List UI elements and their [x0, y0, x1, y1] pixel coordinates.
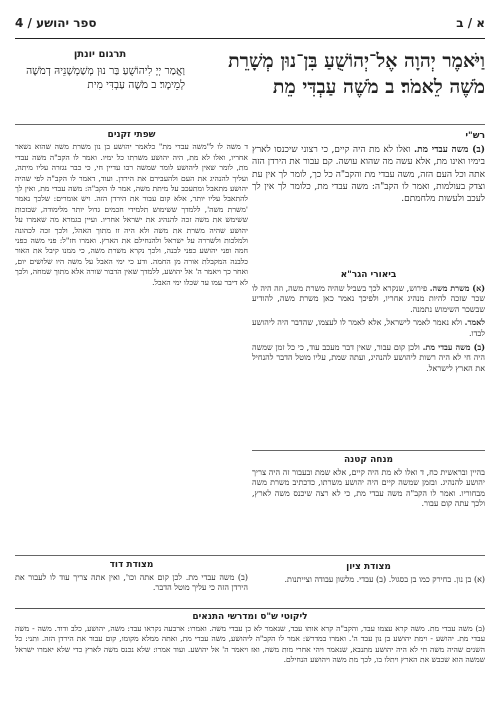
bar-text-1: פירוש, שנקרא לכך בשביל שהיה משרת משה, וזה היה לו שכר שזכה להיות מנהיג אחריו, ולפיכך נאמר כאן משרת משה, להודיע שבשכר השימוש נתמנה. [252, 283, 485, 314]
bar-heading-2: לאמר. [464, 317, 485, 328]
tzion-label: מצודת ציון [346, 562, 391, 572]
bar-text-3: ולכן קום עבור, שאין דבר מעכב עוד, כי כל זמן שמשה היה חי לא היה רשות ליהושע להנהיג, ועתה שמת, עליו מוטל הדבר להנחיל את הארץ לישראל. [252, 342, 485, 373]
verse-block [15, 48, 485, 120]
metzudat-tzion [252, 562, 485, 602]
rashi-label: רש"י [465, 131, 485, 141]
page-title: 4 / ספר יהושע [15, 16, 97, 30]
divider [15, 124, 485, 125]
bar-heading-1: (א) משרת משה. [429, 282, 485, 293]
verse-text: וַיֹּאמֶר יְהוָה אֶל־יְהוֹשֻׁעַ בִּן־נוּן מְשָׁרֵת מֹשֶׁה לֵאמֹר׃ ב מֹשֶׁה עַבְדִּי מֵת [228, 50, 485, 98]
david-text: (ב) משה עבדי מת. לכן קום אתה וכו', ואין אתה צריך עוד לו לעבור את הירדן הזה כי עליך מוטל הדבר. [15, 572, 248, 593]
shifsei-label: שפתי זקנים [107, 130, 156, 140]
targum-block [15, 48, 185, 92]
bar-text-2: ולא נאמר לאמר לישראל, אלא לאמר לו לעצמו, שהדבר היה ליהושע לבדו. [252, 318, 485, 338]
page-header [15, 10, 485, 39]
divider [252, 450, 485, 451]
rashi-heading: (ב) משה עבדי מת. [414, 145, 485, 156]
targum-text: וַאֲמַר יְיָ לִיהוֹשֻׁעַ בַּר נוּן מְשַׁמְשָׁנֵיהּ דְמֹשֶׁה לְמֵימָר׃ ב מֹשֶׁה עַבְדִּי מִית [26, 65, 185, 91]
targum-label: תרגום יונתן [73, 49, 127, 60]
biurei-hagra [252, 270, 485, 415]
bar-heading-3: (ב) משה עבדי מת. [422, 341, 485, 352]
likutei-text: (ב) משה עבדי מת. משה קרא עצמו עבד, והקב"ה קרא אותו עבד, שנאמר לא כן עבדי משה. ואמרו: ארבעה נקראו עבד: משה, יהושע, כלב ודוד. משה - משה עבדי מת. יהושע - וימת יהושע בן נון עבד ה'. ואמרו במדרש: אמר לו הקב"ה ליהושע, משה עבדי מת, ואתה ממלא מקומו, קום עבור את הירדן הזה. ותני: כל השנים שהיה משה חי לא היה יהושע מתנבא, שנאמר ויהי אחרי מות משה, ואז ויאמר ה' אל יהושע. ועוד אמרו: שלא נכנס משה לארץ כדי שלא יאמרו ישראל שמשה הוא שכבש את הארץ ויתלו בו, לכך מת משה ויהושע הנחילם. [15, 624, 485, 664]
mincha-text: בהיין ובראשית כח, ד ואלו לא מת היה קיים, אלא שמת ובעבור זה היה צריך יהושע להנהיג. ובזמן שמשה קיים היה יהושע משרתו, כדכתיב משרת משה מבחוריו. ואמר לו הקב"ה משה עבדי מת, כי לא רצה שיכנס משה לארץ, ולכך עתה קום עבור. [252, 467, 485, 509]
likutei-shas [15, 608, 485, 710]
david-label: מצודת דוד [109, 560, 154, 570]
shifsei-text: ד משה לו ל"משה עבדי מת" כלאמר יהושע בן נון משרת משה שהוא נשאר אחריו, ואלו לא מת, היה יהושע משרתו כל ימיו. ואמר לו הקב"ה משה עבדי מת, לומר שאין ליהושע לומר שמשה רבו עדיין חי, כי כבר נגזרה עליו מיתה, ועליך להנהיג את העם ולהעבירם את הירדן. ועוד, דאמר לו הקב"ה לפי שהיה יהושע מתאבל ומתעכב על מיתת משה, אמר לו הקב"ה: משה עבדי מת, ואין לך להתאבל עליו יותר, אלא קום עבור את הירדן הזה. ויש אומרים: שלכך נאמר 'משרת משה', ללמדך ששימוש תלמידי חכמים גדול יותר מלימודה, שבזכות ששימש את משה זכה להנהיג את ישראל אחריו. ועיין בגמרא מה שאמרו על יהושע שהיה משרת את משה ולא היה זז מתוך האהל, ולכך זכה לכהונה ולמלכות ולשררה על ישראל ולהנחילם את הארץ. ואמרו חז"ל: פני משה כפני חמה ופני יהושע כפני לבנה, ולכך נקרא משרת משה, כי ממנו קיבל את האור כלבנה המקבלת אורה מן החמה. ודע כי ימי האבל על משה היו שלושים יום, ואחר כך ויאמר ה' אל יהושע, ללמדך שאין הדבור שורה אלא מתוך שמחה, ולכך לא דיבר עמו עד שכלו ימי האבל. [15, 142, 248, 287]
rashi-text: ואלו לא מת היה קיים, כי רצוני שיכנסו לארץ בימיו ואינו מת, אלא עשה מה שהוא עושה. קם עבור את הירדן הזה אתה וכל העם הזה, משה עבדי מת והקב"ה כל כך, לומר לך אין עת וצדק בעולמות, ואמר לו הקב"ה: משה עבדי מת, כלומר לך אין לך לעכב ולעשות מלחמתם. [252, 145, 485, 205]
chapter-marker: א / ב [456, 16, 485, 30]
tzion-text: (א) בן נון. בחירק כמו בן בסגול. (ב) עבדי. מלשון עבודה וצייתנות. [284, 574, 485, 584]
mincha-ketana [252, 455, 485, 555]
bar-label: ביאורי הגר"א [340, 270, 397, 280]
likutei-label: ליקוטי ש"ס ומדרשי התנאים [192, 612, 308, 622]
shifsei-chachamim [15, 130, 248, 470]
metzudat-david [15, 560, 248, 602]
mincha-label: מנחה קטנה [343, 455, 394, 465]
divider [15, 555, 485, 556]
rashi-commentary [252, 130, 485, 270]
